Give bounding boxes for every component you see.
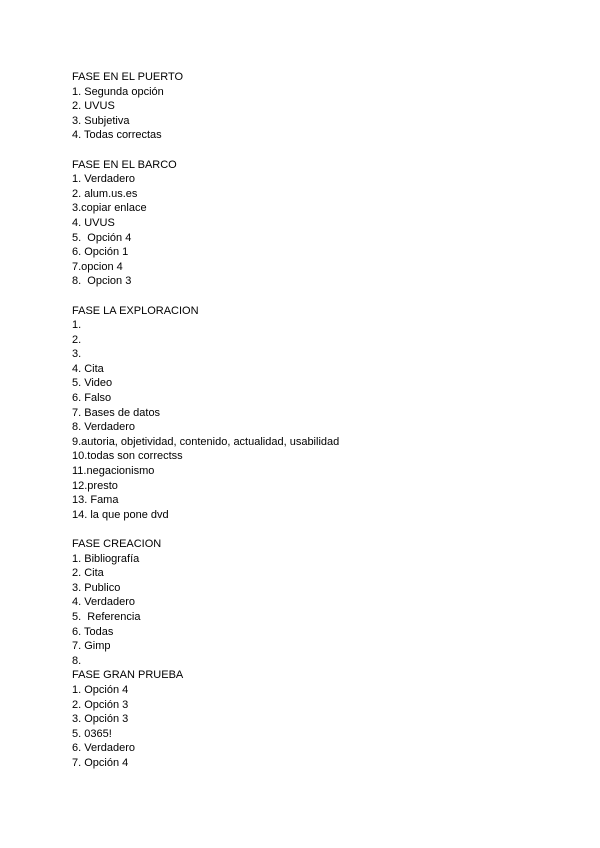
section-heading: FASE CREACION [72, 538, 162, 550]
answer-item: 1. Bibliografía [72, 552, 140, 565]
answer-item: 14. la que pone dvd [72, 508, 169, 521]
section-fase-en-el-barco [72, 158, 572, 289]
answer-item: 5. Referencia [72, 610, 141, 623]
answer-item: 5. Opción 4 [72, 231, 132, 244]
answer-item: 4. Verdadero [72, 596, 135, 609]
answer-item: 1. Segunda opción [72, 85, 164, 98]
section-fase-creacion [72, 537, 572, 668]
section-fase-gran-prueba [72, 668, 572, 770]
answer-item: 2. Cita [72, 567, 104, 580]
section-heading: FASE EN EL PUERTO [72, 71, 184, 83]
answer-item: 3. Publico [72, 581, 121, 594]
answer-item: 1. Verdadero [72, 173, 135, 186]
answer-item: 3.copiar enlace [72, 202, 147, 215]
answer-item: 7. Bases de datos [72, 406, 161, 419]
answer-item: 6. Falso [72, 392, 112, 405]
answer-item: 5. Video [72, 377, 113, 390]
answer-item: 7. Opción 4 [72, 756, 129, 769]
answer-item: 3. Opción 3 [72, 713, 129, 726]
answer-item: 8. [72, 654, 82, 667]
answer-item: 3. Subjetiva [72, 114, 130, 127]
answer-item: 2. [72, 333, 82, 346]
answer-item: 6. Opción 1 [72, 246, 129, 259]
answer-item: 6. Verdadero [72, 742, 135, 755]
answer-item: 10.todas son correctss [72, 450, 183, 463]
answer-item: 5. 0365! [72, 727, 112, 740]
answer-item: 4. Todas correctas [72, 129, 162, 142]
answer-item: 11.negacionismo [72, 465, 155, 478]
section-heading: FASE LA EXPLORACION [72, 304, 199, 317]
answer-item: 2. alum.us.es [72, 187, 138, 200]
answer-item: 2. Opción 3 [72, 698, 129, 711]
section-heading: FASE GRAN PRUEBA [72, 669, 184, 682]
answer-item: 13. Fama [72, 494, 119, 507]
section-fase-la-exploracion [72, 304, 572, 523]
answer-item: 9.autoria, objetividad, contenido, actualidad, usabilidad [72, 435, 340, 448]
answer-item: 4. UVUS [72, 216, 115, 229]
answer-item: 3. [72, 348, 82, 361]
answer-item: 4. Cita [72, 362, 104, 375]
answer-item: 1. Opción 4 [72, 683, 129, 696]
answer-item: 8. Opcion 3 [72, 275, 132, 288]
answer-item: 8. Verdadero [72, 421, 135, 434]
section-fase-en-el-puerto [72, 70, 572, 143]
answer-item: 6. Todas [72, 625, 114, 638]
answer-item: 2. UVUS [72, 100, 115, 113]
document-page [72, 70, 572, 771]
answer-item: 7.opcion 4 [72, 260, 123, 273]
answer-item: 7. Gimp [72, 640, 111, 653]
answer-item: 12.presto [72, 479, 118, 492]
section-heading: FASE EN EL BARCO [72, 158, 177, 171]
answer-item: 1. [72, 319, 82, 332]
